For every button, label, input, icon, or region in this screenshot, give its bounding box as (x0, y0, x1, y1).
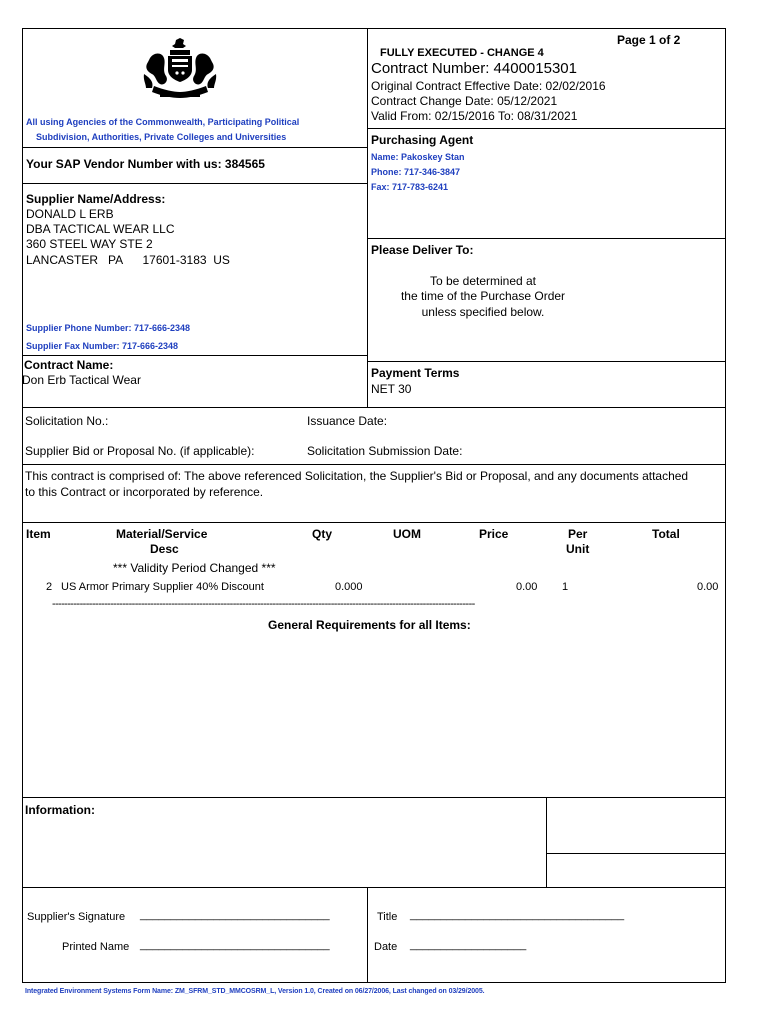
line-item-per-unit: 1 (562, 581, 569, 593)
printed-name-label: Printed Name (62, 941, 130, 953)
form-footer: Integrated Environment Systems Form Name: ZM_SFRM_STD_MMCOSRM_L, Version 1.0, Created on 06/27/2006, Last changed on 03/29/2005. (25, 988, 485, 995)
submission-date-label: Solicitation Submission Date: (307, 444, 463, 458)
contract-name-value: Don Erb Tactical Wear (22, 373, 141, 387)
rule (22, 183, 367, 184)
rule (22, 887, 725, 888)
supplier-address-line: LANCASTER PA 17601-3183 US (26, 253, 230, 267)
rule (546, 853, 725, 854)
line-item-price: 0.00 (516, 581, 538, 593)
supplier-heading: Supplier Name/Address: (26, 192, 166, 206)
deliver-to-line: unless specified below. (421, 305, 545, 319)
sap-vendor-number: Your SAP Vendor Number with us: 384565 (26, 157, 265, 171)
divider-vertical (367, 28, 368, 407)
rule (22, 147, 367, 148)
purchasing-agent-heading: Purchasing Agent (371, 133, 474, 147)
column-header-material: Material/Service (116, 527, 208, 541)
frame-top (22, 28, 725, 29)
column-header-desc: Desc (150, 542, 179, 556)
line-item-qty: 0.000 (335, 581, 363, 593)
supplier-address-line: DBA TACTICAL WEAR LLC (26, 222, 175, 236)
agencies-line-1: All using Agencies of the Commonwealth, Participating Political (26, 117, 300, 127)
rule (22, 522, 725, 523)
supplier-signature-label: Supplier's Signature (27, 911, 126, 923)
column-header-unit: Unit (566, 542, 590, 556)
supplier-phone: Supplier Phone Number: 717-666-2348 (26, 323, 191, 333)
supplier-signature-field[interactable]: _______________________________ (140, 909, 330, 921)
supplier-address-line: DONALD L ERB (26, 207, 114, 221)
rule (367, 128, 725, 129)
general-requirements-heading: General Requirements for all Items: (268, 618, 471, 632)
commonwealth-seal-logo (140, 38, 220, 100)
contract-name-heading: Contract Name: (24, 358, 114, 372)
column-header-uom: UOM (393, 527, 421, 541)
bid-proposal-label: Supplier Bid or Proposal No. (if applicable): (25, 444, 255, 458)
line-item-total: 0.00 (697, 581, 719, 593)
column-header-price: Price (479, 527, 509, 541)
document-status: FULLY EXECUTED - CHANGE 4 (380, 47, 544, 59)
comprised-text-line-2: to this Contract or incorporated by reference. (25, 485, 264, 499)
date-field[interactable]: ___________________ (410, 939, 527, 951)
deliver-to-heading: Please Deliver To: (371, 243, 474, 257)
title-field[interactable]: ___________________________________ (410, 909, 625, 921)
issuance-date-label: Issuance Date: (307, 414, 388, 428)
information-heading: Information: (25, 803, 95, 817)
original-effective-date: Original Contract Effective Date: 02/02/2016 (371, 79, 606, 93)
rule (22, 464, 725, 465)
column-header-item: Item (26, 527, 51, 541)
agent-fax: Fax: 717-783-6241 (371, 182, 449, 192)
solicitation-number-label: Solicitation No.: (25, 414, 109, 428)
rule (367, 361, 725, 362)
payment-terms-heading: Payment Terms (371, 366, 460, 380)
valid-period: Valid From: 02/15/2016 To: 08/31/2021 (371, 109, 578, 123)
column-header-qty: Qty (312, 527, 333, 541)
rule (22, 355, 367, 356)
deliver-to-line: the time of the Purchase Order (400, 289, 566, 303)
rule (367, 238, 725, 239)
supplier-fax: Supplier Fax Number: 717-666-2348 (26, 341, 179, 351)
page-number: Page 1 of 2 (617, 33, 681, 47)
date-label: Date (374, 941, 398, 953)
printed-name-field[interactable]: _______________________________ (140, 939, 330, 951)
validity-note: *** Validity Period Changed *** (113, 561, 276, 575)
contract-change-date: Contract Change Date: 05/12/2021 (371, 94, 558, 108)
frame-bottom (22, 982, 726, 983)
rule (546, 797, 547, 887)
deliver-to-line: To be determined at (429, 274, 537, 288)
title-label: Title (377, 911, 398, 923)
column-header-total: Total (652, 527, 680, 541)
rule (367, 887, 368, 982)
agencies-line-2: Subdivision, Authorities, Private Colleges and Universities (36, 132, 287, 142)
rule (22, 797, 725, 798)
column-header-per: Per (568, 527, 588, 541)
frame-right (725, 28, 726, 983)
supplier-address-line: 360 STEEL WAY STE 2 (26, 237, 153, 251)
line-item-description: US Armor Primary Supplier 40% Discount (61, 581, 264, 593)
contract-number: Contract Number: 4400015301 (371, 60, 577, 77)
agent-name: Name: Pakoskey Stan (371, 152, 465, 162)
dashed-separator: ------------------------------------------------------------------------------------------------------------------------------------------ (52, 598, 475, 610)
payment-terms-value: NET 30 (371, 382, 412, 396)
frame-left (22, 28, 23, 983)
line-item-number: 2 (46, 581, 53, 593)
agent-phone: Phone: 717-346-3847 (371, 167, 461, 177)
comprised-text-line-1: This contract is comprised of: The above referenced Solicitation, the Supplier's Bid or Proposal, and any documents attached (25, 469, 689, 483)
rule (22, 407, 725, 408)
